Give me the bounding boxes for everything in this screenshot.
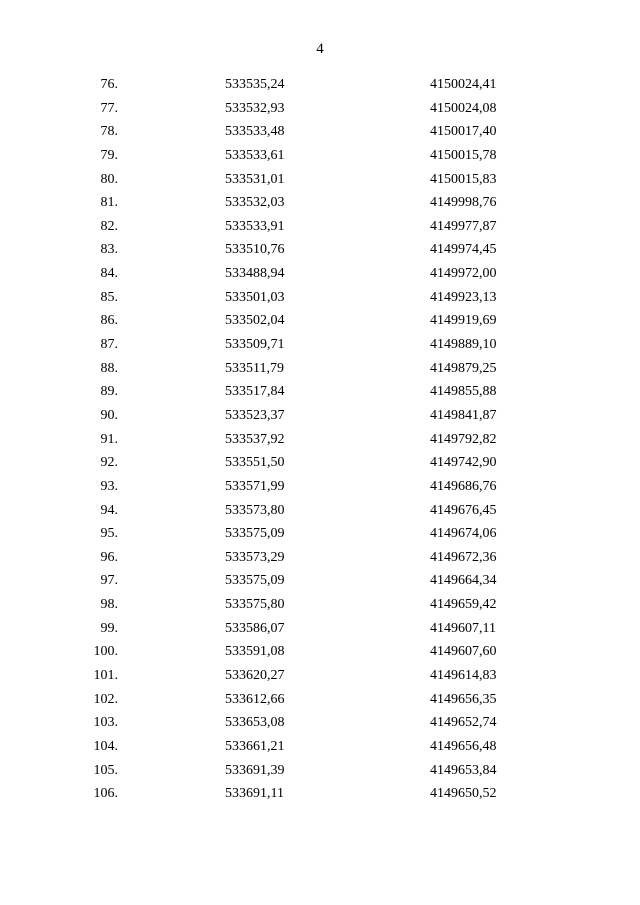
y-coordinate: 4149664,34: [430, 573, 497, 589]
point-number: 81.: [100, 195, 118, 211]
table-row: [0, 451, 640, 475]
table-row: [0, 97, 640, 121]
x-coordinate: 533502,04: [225, 313, 285, 329]
table-row: [0, 215, 640, 239]
x-coordinate: 533691,39: [225, 762, 285, 778]
y-coordinate: 4149998,76: [430, 195, 497, 211]
point-number: 95.: [100, 526, 118, 542]
point-number: 87.: [100, 337, 118, 353]
y-coordinate: 4150015,78: [430, 147, 497, 163]
y-coordinate: 4149676,45: [430, 502, 497, 518]
x-coordinate: 533511,79: [225, 360, 284, 376]
y-coordinate: 4150015,83: [430, 171, 497, 187]
y-coordinate: 4149977,87: [430, 218, 497, 234]
x-coordinate: 533509,71: [225, 337, 285, 353]
x-coordinate: 533571,99: [225, 478, 285, 494]
y-coordinate: 4149686,76: [430, 478, 497, 494]
table-row: [0, 640, 640, 664]
x-coordinate: 533591,08: [225, 644, 285, 660]
table-row: [0, 380, 640, 404]
table-row: [0, 475, 640, 499]
y-coordinate: 4149653,84: [430, 762, 497, 778]
y-coordinate: 4149607,11: [430, 620, 496, 636]
x-coordinate: 533691,11: [225, 786, 284, 802]
point-number: 86.: [100, 313, 118, 329]
y-coordinate: 4149879,25: [430, 360, 497, 376]
table-row: [0, 522, 640, 546]
x-coordinate: 533510,76: [225, 242, 285, 258]
point-number: 105.: [93, 762, 118, 778]
point-number: 106.: [93, 786, 118, 802]
x-coordinate: 533575,09: [225, 573, 285, 589]
page-number: 4: [316, 41, 324, 57]
coordinates-table: [0, 73, 640, 806]
point-number: 83.: [100, 242, 118, 258]
table-row: [0, 333, 640, 357]
table-row: [0, 404, 640, 428]
point-number: 92.: [100, 455, 118, 471]
x-coordinate: 533531,01: [225, 171, 285, 187]
y-coordinate: 4149652,74: [430, 715, 497, 731]
table-row: [0, 688, 640, 712]
y-coordinate: 4149607,60: [430, 644, 497, 660]
x-coordinate: 533537,92: [225, 431, 285, 447]
x-coordinate: 533653,08: [225, 715, 285, 731]
x-coordinate: 533573,80: [225, 502, 285, 518]
point-number: 82.: [100, 218, 118, 234]
point-number: 79.: [100, 147, 118, 163]
table-row: [0, 120, 640, 144]
x-coordinate: 533532,93: [225, 100, 285, 116]
table-row: [0, 735, 640, 759]
table-row: [0, 357, 640, 381]
x-coordinate: 533573,29: [225, 549, 285, 565]
x-coordinate: 533575,09: [225, 526, 285, 542]
table-row: [0, 428, 640, 452]
x-coordinate: 533488,94: [225, 266, 285, 282]
x-coordinate: 533517,84: [225, 384, 285, 400]
x-coordinate: 533523,37: [225, 407, 285, 423]
y-coordinate: 4150024,08: [430, 100, 497, 116]
table-row: [0, 546, 640, 570]
x-coordinate: 533586,07: [225, 620, 285, 636]
y-coordinate: 4149672,36: [430, 549, 497, 565]
y-coordinate: 4149974,45: [430, 242, 497, 258]
table-row: [0, 191, 640, 215]
point-number: 93.: [100, 478, 118, 494]
point-number: 76.: [100, 77, 118, 92]
point-number: 77.: [100, 100, 118, 116]
point-number: 91.: [100, 431, 118, 447]
y-coordinate: 4150017,40: [430, 124, 497, 140]
y-coordinate: 4149889,10: [430, 337, 497, 353]
point-number: 104.: [93, 738, 118, 754]
table-row: [0, 144, 640, 168]
point-number: 94.: [100, 502, 118, 518]
x-coordinate: 533575,80: [225, 597, 285, 613]
table-row: [0, 238, 640, 262]
table-row: [0, 569, 640, 593]
x-coordinate: 533551,50: [225, 455, 285, 471]
y-coordinate: 4149650,52: [430, 786, 497, 802]
table-row: [0, 664, 640, 688]
point-number: 102.: [93, 691, 118, 707]
y-coordinate: 4149841,87: [430, 407, 497, 423]
table-row: [0, 73, 640, 97]
point-number: 78.: [100, 124, 118, 140]
point-number: 101.: [93, 668, 118, 684]
y-coordinate: 4149919,69: [430, 313, 497, 329]
point-number: 96.: [100, 549, 118, 565]
y-coordinate: 4149659,42: [430, 597, 497, 613]
table-row: [0, 286, 640, 310]
point-number: 100.: [93, 644, 118, 660]
y-coordinate: 4149923,13: [430, 289, 497, 305]
x-coordinate: 533620,27: [225, 668, 285, 684]
table-row: [0, 711, 640, 735]
point-number: 85.: [100, 289, 118, 305]
y-coordinate: 4150024,41: [430, 77, 497, 92]
table-row: [0, 759, 640, 783]
y-coordinate: 4149614,83: [430, 668, 497, 684]
table-row: [0, 309, 640, 333]
x-coordinate: 533533,48: [225, 124, 285, 140]
table-row: [0, 593, 640, 617]
y-coordinate: 4149855,88: [430, 384, 497, 400]
table-row: [0, 617, 640, 641]
point-number: 98.: [100, 597, 118, 613]
table-row: [0, 499, 640, 523]
y-coordinate: 4149656,35: [430, 691, 497, 707]
point-number: 80.: [100, 171, 118, 187]
point-number: 88.: [100, 360, 118, 376]
x-coordinate: 533501,03: [225, 289, 285, 305]
point-number: 97.: [100, 573, 118, 589]
table-row: [0, 262, 640, 286]
x-coordinate: 533612,66: [225, 691, 285, 707]
y-coordinate: 4149792,82: [430, 431, 497, 447]
table-row: [0, 782, 640, 806]
y-coordinate: 4149674,06: [430, 526, 497, 542]
y-coordinate: 4149742,90: [430, 455, 497, 471]
x-coordinate: 533535,24: [225, 77, 285, 92]
point-number: 103.: [93, 715, 118, 731]
x-coordinate: 533661,21: [225, 738, 285, 754]
x-coordinate: 533532,03: [225, 195, 285, 211]
x-coordinate: 533533,91: [225, 218, 285, 234]
point-number: 99.: [100, 620, 118, 636]
y-coordinate: 4149972,00: [430, 266, 497, 282]
table-row: [0, 168, 640, 192]
point-number: 89.: [100, 384, 118, 400]
y-coordinate: 4149656,48: [430, 738, 497, 754]
point-number: 90.: [100, 407, 118, 423]
x-coordinate: 533533,61: [225, 147, 285, 163]
point-number: 84.: [100, 266, 118, 282]
